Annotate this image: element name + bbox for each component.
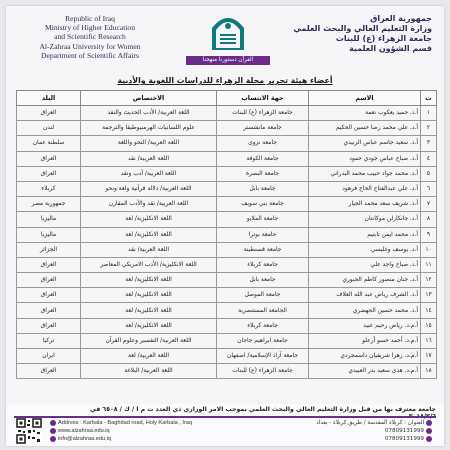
member-name-cell: أ.د. سعيد جاسم عباس الزبيدي [309, 136, 421, 151]
row-number-cell: ١٨ [421, 364, 437, 379]
specialty-cell: اللغة العربية/ دلالة قرآنية ولغة ونحو [81, 181, 217, 196]
affiliation-cell: جامعة قسنطينة [217, 242, 309, 257]
location-icon [426, 420, 432, 426]
member-name-cell: أ.د. جنان منصور كاظم الجبوري [309, 273, 421, 288]
row-number-cell: ١٧ [421, 349, 437, 364]
member-name-cell: أ.د. يوسف وغليسي [309, 242, 421, 257]
member-name-cell: أ.د. صباح عباس جودي حمود [309, 151, 421, 166]
university-logo [206, 10, 250, 54]
specialty-cell: اللغة الانكليزية/ لغة [81, 227, 217, 242]
table-row [17, 197, 437, 212]
row-number-cell: ٢ [421, 121, 437, 136]
row-number-cell: ٥ [421, 166, 437, 181]
specialty-cell: اللغة العربية/ البلاغة [81, 364, 217, 379]
affiliation-cell: جامعة البصرة [217, 166, 309, 181]
affiliation-cell: جامعة نزوى [217, 136, 309, 151]
globe-icon [50, 428, 56, 434]
letterhead [6, 6, 444, 68]
affiliation-cell: جامعة الزهراء (ع) للبنات [217, 364, 309, 379]
country-cell: العراق [17, 273, 81, 288]
member-name-cell: أ.د. جانكارلن موكانتان [309, 212, 421, 227]
specialty-cell: اللغة الانكليزية/ لغة [81, 303, 217, 318]
email-link[interactable]: info@alzahraa.edu.iq [58, 436, 111, 442]
affiliation-cell: جامعة بني سويف [217, 197, 309, 212]
country-cell: العراق [17, 106, 81, 121]
country-cell: ماليزيا [17, 227, 81, 242]
row-number-cell: ١ [421, 106, 437, 121]
affiliation-cell: جامعة الزهراء (ع) للبنات [217, 106, 309, 121]
row-number-cell: ٣ [421, 136, 437, 151]
affiliation-cell: جامعة الموصل [217, 288, 309, 303]
row-number-cell: ١١ [421, 257, 437, 272]
header-number: ت [421, 91, 437, 106]
row-number-cell: ١٠ [421, 242, 437, 257]
table-row [17, 106, 437, 121]
country-cell: العراق [17, 257, 81, 272]
table-row [17, 288, 437, 303]
arabic-line: جامعة الزهراء (ع) للبنات [335, 34, 432, 43]
arabic-line: وزارة التعليم العالي والبحث العلمي [293, 24, 432, 33]
accreditation-note: جامعة معترف بها من قبل وزارة التعليم العالي والبحث العلمي بموجب الامر الوزاري ذي العدد ت م ا / ك / ٦٥٠٨ في [89, 406, 436, 413]
row-number-cell: ٤ [421, 151, 437, 166]
affiliation-cell: جامعة الملايو [217, 212, 309, 227]
row-number-cell: ٨ [421, 212, 437, 227]
specialty-cell: اللغة العربية/ نقد [81, 151, 217, 166]
country-cell: كربلاء [17, 181, 81, 196]
table-row [17, 364, 437, 379]
member-name-cell: أ.د. محمد ايمن تابتيم [309, 227, 421, 242]
arabic-line: قسم الشؤون العلمية [349, 44, 432, 53]
member-name-cell: أ.م.د. رياض رحيم عبيد [309, 318, 421, 333]
affiliation-cell: جامعة كربلاء [217, 257, 309, 272]
footer-divider [14, 416, 436, 418]
member-name-cell: أ.م.د. زهرا شريفيان داسمجردي [309, 349, 421, 364]
member-name-cell: أ.د. محمد جواد حبيب محمد البدراني [309, 166, 421, 181]
footer [6, 404, 444, 446]
affiliation-cell: جامعة بوترا [217, 227, 309, 242]
table-row [17, 227, 437, 242]
affiliation-cell: جامعة كربلاء [217, 318, 309, 333]
arabic-line: جمهورية العراق [370, 14, 432, 23]
phone-number: 07809131999 [384, 436, 424, 442]
specialty-cell: اللغة الانكليزية/ الأدب الامريكي المعاصر [81, 257, 217, 272]
table-row [17, 318, 437, 333]
affiliation-cell: جامعة بابل [217, 181, 309, 196]
affiliation-cell: الجامعة المستنصرية [217, 303, 309, 318]
member-name-cell: أ.د. صباح واجد علي [309, 257, 421, 272]
document-page [6, 6, 444, 446]
country-cell: العراق [17, 303, 81, 318]
member-name-cell: أ.م.د. هدى سعيد بدر العبيدي [309, 364, 421, 379]
member-name-cell: أ.د. الشرف رياض عبد الله العلاف [309, 288, 421, 303]
country-cell: سلطنة عمان [17, 136, 81, 151]
specialty-cell: اللغة الانكليزية/ لغة [81, 318, 217, 333]
affiliation-cell: جامعة مانشستر [217, 121, 309, 136]
specialty-cell: علوم اللسانيات الهرمنيوطيقا والترجمة [81, 121, 217, 136]
specialty-cell: اللغة العربية/ لغة [81, 349, 217, 364]
affiliation-cell: جامعة آزاد الإسلامية/ اصفهان [217, 349, 309, 364]
email-icon [50, 436, 56, 442]
specialty-cell: اللغة العربية/ الأدب الحديث والنقد [81, 106, 217, 121]
header-affiliation: جهة الانتساب [217, 91, 309, 106]
specialty-cell: اللغة الانكليزية/ لغة [81, 273, 217, 288]
header-specialty: الاختصاص [81, 91, 217, 106]
affiliation-cell: جامعة ابراهيم جاجان [217, 333, 309, 348]
english-letterhead [20, 14, 160, 60]
row-number-cell: ١٥ [421, 318, 437, 333]
table-row [17, 151, 437, 166]
english-line: Al-Zahraa University for Women [39, 41, 141, 51]
qr-code-icon [16, 418, 42, 444]
country-cell: العراق [17, 318, 81, 333]
address-ar: العنوان : كربلاء المقدسة / طريق كربلاء - بغداد [316, 420, 424, 426]
specialty-cell: اللغة العربية/ نقد [81, 242, 217, 257]
country-cell: تركيا [17, 333, 81, 348]
table-row [17, 257, 437, 272]
country-cell: جمهورية مصر [17, 197, 81, 212]
country-cell: لندن [17, 121, 81, 136]
table-row [17, 349, 437, 364]
country-cell: ماليزيا [17, 212, 81, 227]
specialty-cell: اللغة الانكليزية/ لغة [81, 288, 217, 303]
motto-banner: القرآن دستورنا منهجنا [186, 56, 270, 65]
country-cell: ايران [17, 349, 81, 364]
country-cell: الجزائر [17, 242, 81, 257]
member-name-cell: أ.د. علي عبدالفتاح الحاج فرهود [309, 181, 421, 196]
member-name-cell: أ.د. حميد يعكوب نعمة [309, 106, 421, 121]
phone-icon [426, 428, 432, 434]
specialty-cell: اللغة العربية/ نقد والأدب المقارن [81, 197, 217, 212]
arabic-letterhead [282, 14, 432, 54]
row-number-cell: ٧ [421, 197, 437, 212]
english-line: and Scientific Research [54, 32, 126, 42]
location-icon [50, 420, 56, 426]
english-line: Republic of Iraq [65, 14, 115, 23]
header-country: البلد [17, 91, 81, 106]
english-line: Ministry of Higher Education [44, 23, 136, 33]
row-number-cell: ٦ [421, 181, 437, 196]
table-body [17, 106, 437, 379]
row-number-cell: ١٢ [421, 273, 437, 288]
table-row [17, 242, 437, 257]
member-name-cell: أ.د. محمد حسين الجهضري [309, 303, 421, 318]
specialty-cell: اللغة العربية/ النحو واللغة [81, 136, 217, 151]
table-header-row [17, 91, 437, 106]
phone-number: 07809131999 [384, 428, 424, 434]
country-cell: العراق [17, 166, 81, 181]
row-number-cell: ١٤ [421, 303, 437, 318]
table-row [17, 166, 437, 181]
website-link[interactable]: www.alzahraa.edu.iq [58, 428, 110, 434]
address-en: Address : Karbala - Baghdad road, Holy Karbala , Iraq [58, 420, 193, 426]
member-name-cell: أ.م.د. أحمد حسو أرعلو [309, 333, 421, 348]
specialty-cell: اللغة العربية/ التفسير وعلوم القرآن [81, 333, 217, 348]
row-number-cell: ٩ [421, 227, 437, 242]
specialty-cell: اللغة العربية/ أدب ونقد [81, 166, 217, 181]
member-name-cell: أ.د. علي محمد رضا حسين الحكيم [309, 121, 421, 136]
country-cell: العراق [17, 364, 81, 379]
table-row [17, 303, 437, 318]
table-row [17, 273, 437, 288]
table-row [17, 181, 437, 196]
contact-english [48, 419, 198, 443]
english-line: Department of Scientific Affairs [41, 50, 139, 60]
country-cell: العراق [17, 151, 81, 166]
header-name: الاسم [309, 91, 421, 106]
specialty-cell: اللغة الانكليزية/ لغة [81, 212, 217, 227]
affiliation-cell: جامعة بابل [217, 273, 309, 288]
table-row [17, 212, 437, 227]
affiliation-cell: جامعة الكوفة [217, 151, 309, 166]
member-name-cell: أ.د. شريف سعد محمد الجيار [309, 197, 421, 212]
table-row [17, 121, 437, 136]
country-cell: العراق [17, 288, 81, 303]
phone-icon [426, 436, 432, 442]
editorial-board-table [16, 90, 437, 379]
row-number-cell: ١٦ [421, 333, 437, 348]
contact-arabic [214, 419, 434, 443]
table-row [17, 136, 437, 151]
document-title: أعضاء هيئة تحرير مجلة الزهراء للدراسات اللغوية والأدبية [117, 76, 333, 85]
row-number-cell: ١٣ [421, 288, 437, 303]
table-row [17, 333, 437, 348]
